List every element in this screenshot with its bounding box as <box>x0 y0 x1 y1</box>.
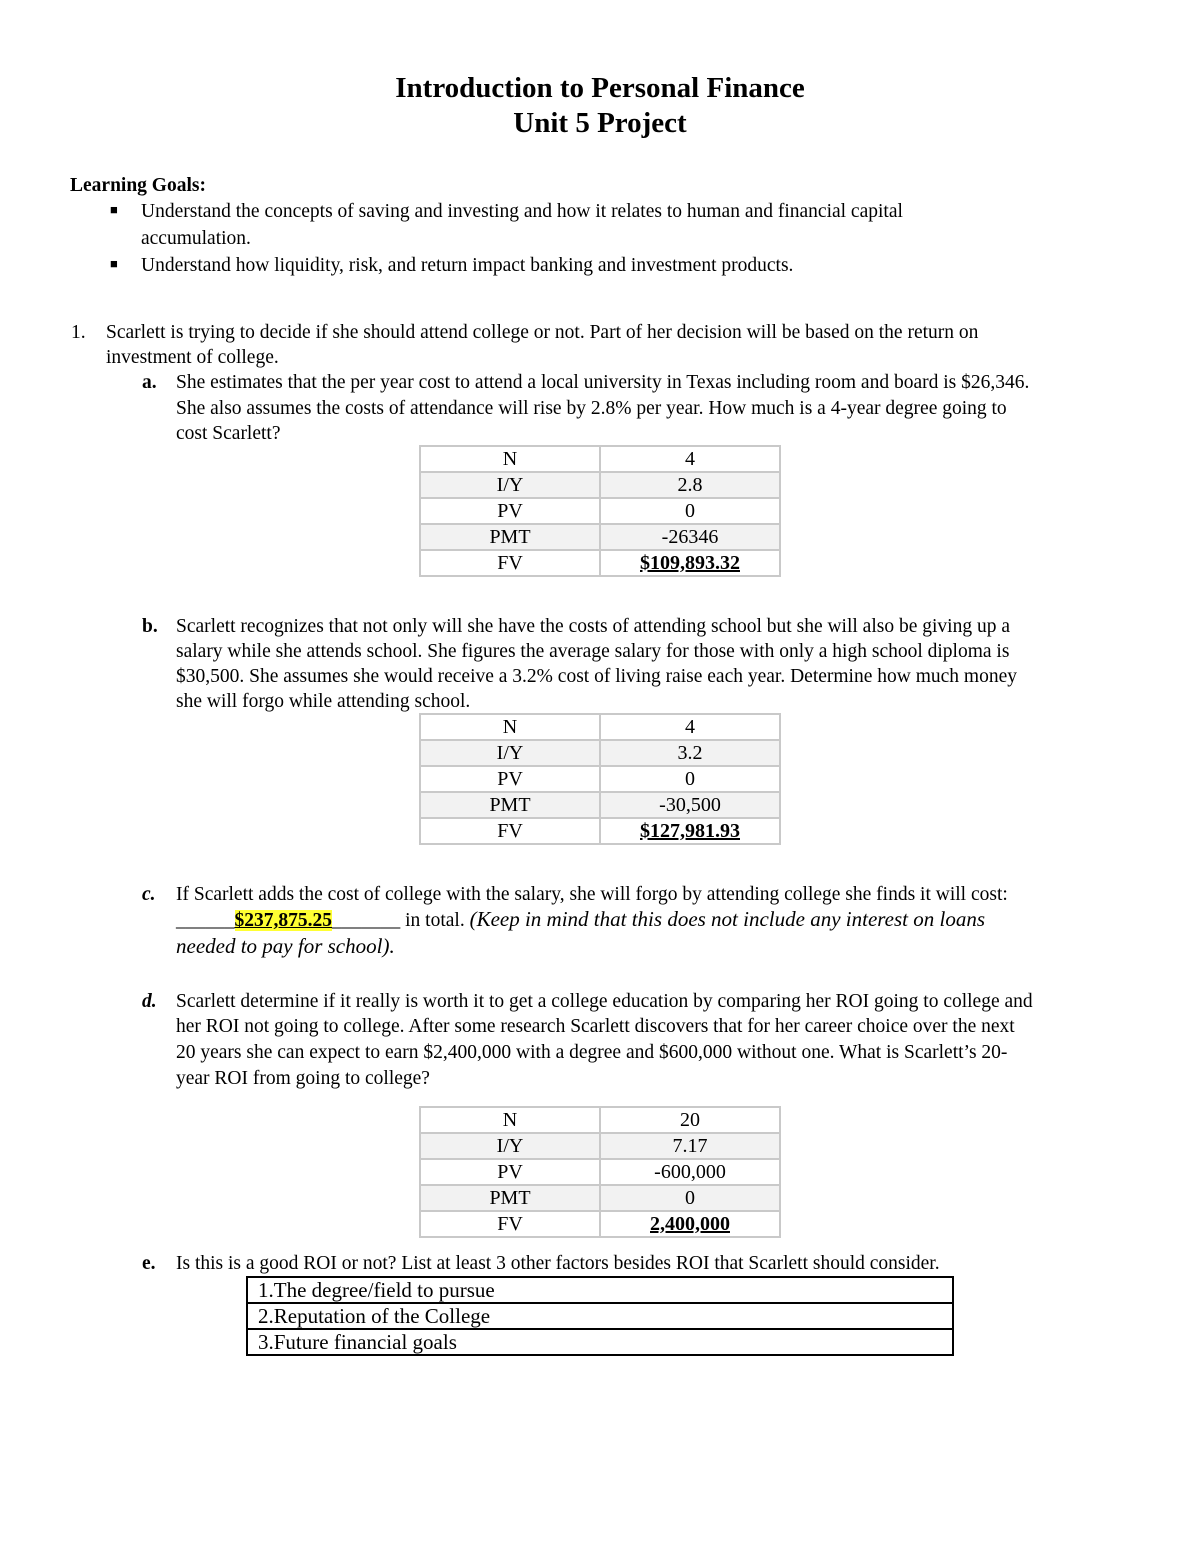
table-row <box>247 1329 953 1355</box>
answer-blank: ______ <box>176 910 235 931</box>
table-key: N <box>420 714 600 740</box>
table-row <box>247 1277 953 1303</box>
bullet-icon: ■ <box>110 256 118 271</box>
part-c-line-1: If Scarlett adds the cost of college with the salary, she will forgo by attending college she finds it will cost: <box>176 884 1008 905</box>
answer-value: 2,400,000 <box>650 1213 730 1235</box>
factor-cell: 3.Future financial goals <box>247 1329 953 1355</box>
part-a-line-2: She also assumes the costs of attendance will rise by 2.8% per year. How much is a 4-year degree going to <box>176 398 1007 419</box>
part-c-line-2 <box>176 907 985 934</box>
part-a-line-1: She estimates that the per year cost to attend a local university in Texas including room and board is $26,346. <box>176 372 1030 393</box>
table-value: 7.17 <box>600 1133 780 1159</box>
table-value: 0 <box>600 498 780 524</box>
calculator-table-d <box>419 1106 781 1238</box>
table-value: -600,000 <box>600 1159 780 1185</box>
table-key: N <box>420 1107 600 1133</box>
table-key: PMT <box>420 792 600 818</box>
table-value: 0 <box>600 766 780 792</box>
part-d-line-2: her ROI not going to college. After some research Scarlett discovers that for her career choice over the next <box>176 1016 1015 1037</box>
goal-item-2: Understand how liquidity, risk, and return impact banking and investment products. <box>141 255 794 276</box>
answer-value: $109,893.32 <box>640 552 740 574</box>
table-row <box>420 1107 780 1133</box>
table-key: PV <box>420 1159 600 1185</box>
table-row <box>420 472 780 498</box>
table-key: FV <box>420 818 600 844</box>
part-b-label: b. <box>142 616 158 637</box>
table-row <box>420 740 780 766</box>
part-b-line-2: salary while she attends school. She figures the average salary for those with only a high school diploma is <box>176 641 1010 662</box>
page-subtitle: Unit 5 Project <box>513 107 687 139</box>
table-key: PMT <box>420 1185 600 1211</box>
part-b-line-1: Scarlett recognizes that not only will she have the costs of attending school but she will also be giving up a <box>176 616 1010 637</box>
table-row <box>420 498 780 524</box>
part-a-label: a. <box>142 372 157 393</box>
part-c-label: c. <box>142 884 156 905</box>
goal-item-1-line-2: accumulation. <box>141 228 251 249</box>
table-key: FV <box>420 550 600 576</box>
answer-value: $127,981.93 <box>640 820 740 842</box>
table-row <box>247 1303 953 1329</box>
table-row <box>420 1185 780 1211</box>
table-value: 3.2 <box>600 740 780 766</box>
part-d-line-1: Scarlett determine if it really is worth it to get a college education by comparing her ROI going to college and <box>176 991 1033 1012</box>
table-value: -30,500 <box>600 792 780 818</box>
part-c-note: (Keep in mind that this does not include any interest on loans <box>469 907 985 931</box>
part-b-line-3: $30,500. She assumes she would receive a 3.2% cost of living raise each year. Determine how much money <box>176 666 1017 687</box>
part-e-line: Is this is a good ROI or not? List at least 3 other factors besides ROI that Scarlett should consider. <box>176 1253 940 1274</box>
table-key: I/Y <box>420 472 600 498</box>
table-row <box>420 446 780 472</box>
table-key: PMT <box>420 524 600 550</box>
table-value: 4 <box>600 714 780 740</box>
table-value: 2.8 <box>600 472 780 498</box>
table-row <box>420 792 780 818</box>
table-key: PV <box>420 498 600 524</box>
part-d-line-4: year ROI from going to college? <box>176 1068 430 1089</box>
table-key: PV <box>420 766 600 792</box>
table-key: I/Y <box>420 740 600 766</box>
answer-blank: _______ <box>332 910 401 931</box>
table-value: 0 <box>600 1185 780 1211</box>
total-cost-answer: $237,875.25 <box>234 910 332 931</box>
part-a-line-3: cost Scarlett? <box>176 423 281 444</box>
question-1-line-2: investment of college. <box>106 347 279 368</box>
table-row <box>420 766 780 792</box>
table-row <box>420 714 780 740</box>
part-c-note-line-2: needed to pay for school). <box>176 934 395 958</box>
table-row <box>420 818 780 844</box>
table-row <box>420 1159 780 1185</box>
factors-table <box>246 1276 954 1356</box>
calculator-table-a <box>419 445 781 577</box>
calculator-table-b <box>419 713 781 845</box>
goal-item-1-line-1: Understand the concepts of saving and investing and how it relates to human and financial capital <box>141 201 903 222</box>
table-key: I/Y <box>420 1133 600 1159</box>
table-value: 4 <box>600 446 780 472</box>
question-1-line-1: Scarlett is trying to decide if she should attend college or not. Part of her decision will be based on the return on <box>106 322 979 343</box>
table-value: 20 <box>600 1107 780 1133</box>
table-row <box>420 1133 780 1159</box>
part-d-label: d. <box>142 991 157 1012</box>
factor-cell: 2.Reputation of the College <box>247 1303 953 1329</box>
table-key: FV <box>420 1211 600 1237</box>
learning-goals-heading: Learning Goals: <box>70 175 206 196</box>
factor-cell: 1.The degree/field to pursue <box>247 1277 953 1303</box>
part-c-after-text: in total. <box>400 910 470 931</box>
table-row <box>420 550 780 576</box>
table-key: N <box>420 446 600 472</box>
table-value: -26346 <box>600 524 780 550</box>
bullet-icon: ■ <box>110 202 118 217</box>
part-d-line-3: 20 years she can expect to earn $2,400,000 with a degree and $600,000 without one. What is Scarlett’s 20- <box>176 1042 1008 1063</box>
part-e-label: e. <box>142 1253 156 1274</box>
question-number: 1. <box>71 322 86 343</box>
part-b-line-4: she will forgo while attending school. <box>176 691 471 712</box>
table-row <box>420 524 780 550</box>
page-title: Introduction to Personal Finance <box>395 72 805 104</box>
table-row <box>420 1211 780 1237</box>
